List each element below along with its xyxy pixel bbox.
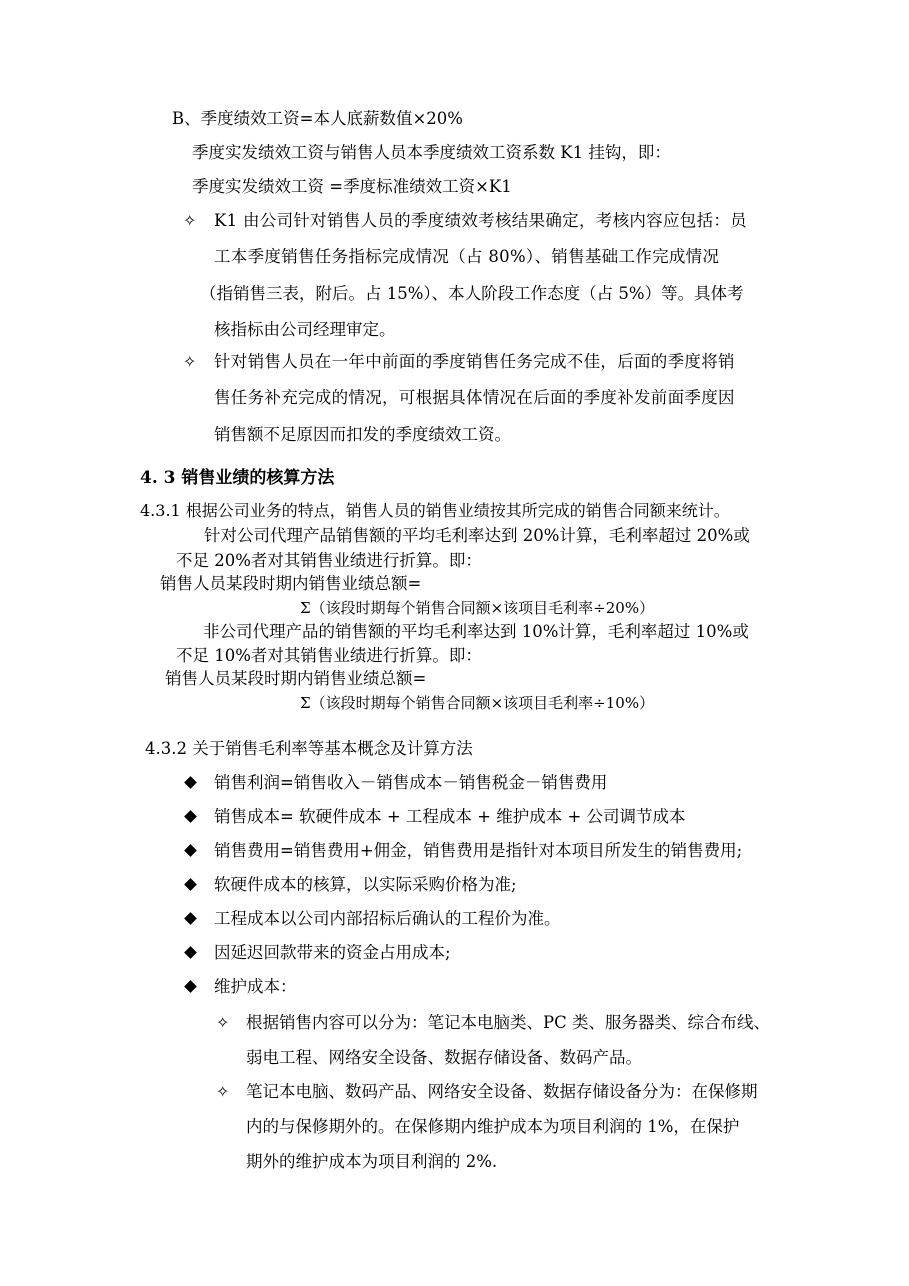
bullet-b1-line2: 工本季度销售任务指标完成情况（占 80%）、销售基础工作完成情况 [214,247,720,266]
bullet-b1-line3: （指销售三表，附后。占 15%）、本人阶段工作态度（占 5%）等。具体考 [200,284,744,303]
bullet-b2-line1: 针对销售人员在一年中前面的季度销售任务完成不佳，后面的季度将销 [214,352,735,371]
section-43-heading: 4. 3 销售业绩的核算方法 [140,468,335,488]
diamond-bullet-icon [184,912,197,925]
formula1-label: 销售人员某段时期内销售业绩总额= [160,574,422,593]
sub-bullet-2-line2: 内的与保修期外的。在保修期内维护成本为项目利润的 1%，在保护 [246,1117,740,1136]
sub-bullet-2-line3: 期外的维护成本为项目利润的 2%. [246,1152,498,1171]
section-b-para1: 季度实发绩效工资与销售人员本季度绩效工资系数 K1 挂钩，即： [192,143,671,162]
diamond-bullet-icon [184,980,197,993]
bullet-b2-line3: 销售额不足原因而扣发的季度绩效工资。 [214,425,511,444]
bullet-432-3: 销售费用=销售费用+佣金，销售费用是指针对本项目所发生的销售费用; [214,841,743,860]
formula1: Σ（该段时期每个销售合同额×该项目毛利率÷20%） [300,599,655,617]
bullet-432-6: 因延迟回款带来的资金占用成本; [214,943,451,962]
section-b-title: B、季度绩效工资=本人底薪数值×20% [172,109,463,128]
bullet-b1-line4: 核指标由公司经理审定。 [214,320,396,339]
section-b-para2: 季度实发绩效工资 =季度标准绩效工资×K1 [192,177,512,196]
hollow-star-icon: ✧ [183,352,197,371]
bullet-432-4: 软硬件成本的核算，以实际采购价格为准; [214,875,517,894]
formula2: Σ（该段时期每个销售合同额×该项目毛利率÷10%） [300,694,655,712]
section-432-heading: 4.3.2 关于销售毛利率等基本概念及计算方法 [145,739,473,758]
bullet-b1-line1: K1 由公司针对销售人员的季度绩效考核结果确定，考核内容应包括：员 [214,211,747,230]
diamond-bullet-icon [184,946,197,959]
p431-line2: 针对公司代理产品销售额的平均毛利率达到 20%计算，毛利率超过 20%或 [204,526,750,545]
hollow-star-icon: ✧ [216,1013,230,1032]
bullet-432-7: 维护成本： [214,977,297,996]
diamond-bullet-icon [184,810,197,823]
p431-line5: 不足 10%者对其销售业绩进行折算。即： [176,646,482,665]
sub-bullet-1-line1: 根据销售内容可以分为：笔记本电脑类、PC 类、服务器类、综合布线、 [246,1013,770,1032]
diamond-bullet-icon [184,878,197,891]
diamond-bullet-icon [184,844,197,857]
bullet-432-5: 工程成本以公司内部招标后确认的工程价为准。 [214,909,561,928]
hollow-star-icon: ✧ [216,1082,230,1101]
sub-bullet-1-line2: 弱电工程、网络安全设备、数据存储设备、数码产品。 [246,1048,642,1067]
hollow-star-icon: ✧ [183,211,197,230]
formula2-label: 销售人员某段时期内销售业绩总额= [165,669,427,688]
p431-line4: 非公司代理产品的销售额的平均毛利率达到 10%计算，毛利率超过 10%或 [203,622,749,641]
p431-line1: 4.3.1 根据公司业务的特点，销售人员的销售业绩按其所完成的销售合同额来统计。 [140,501,730,520]
bullet-432-2: 销售成本= 软硬件成本 + 工程成本 + 维护成本 + 公司调节成本 [214,807,686,826]
p431-line3: 不足 20%者对其销售业绩进行折算。即： [176,551,482,570]
bullet-b2-line2: 售任务补充完成的情况，可根据具体情况在后面的季度补发前面季度因 [214,388,735,407]
sub-bullet-2-line1: 笔记本电脑、数码产品、网络安全设备、数据存储设备分为：在保修期 [246,1082,758,1101]
diamond-bullet-icon [184,776,197,789]
bullet-432-1: 销售利润=销售收入－销售成本－销售税金－销售费用 [214,773,608,792]
